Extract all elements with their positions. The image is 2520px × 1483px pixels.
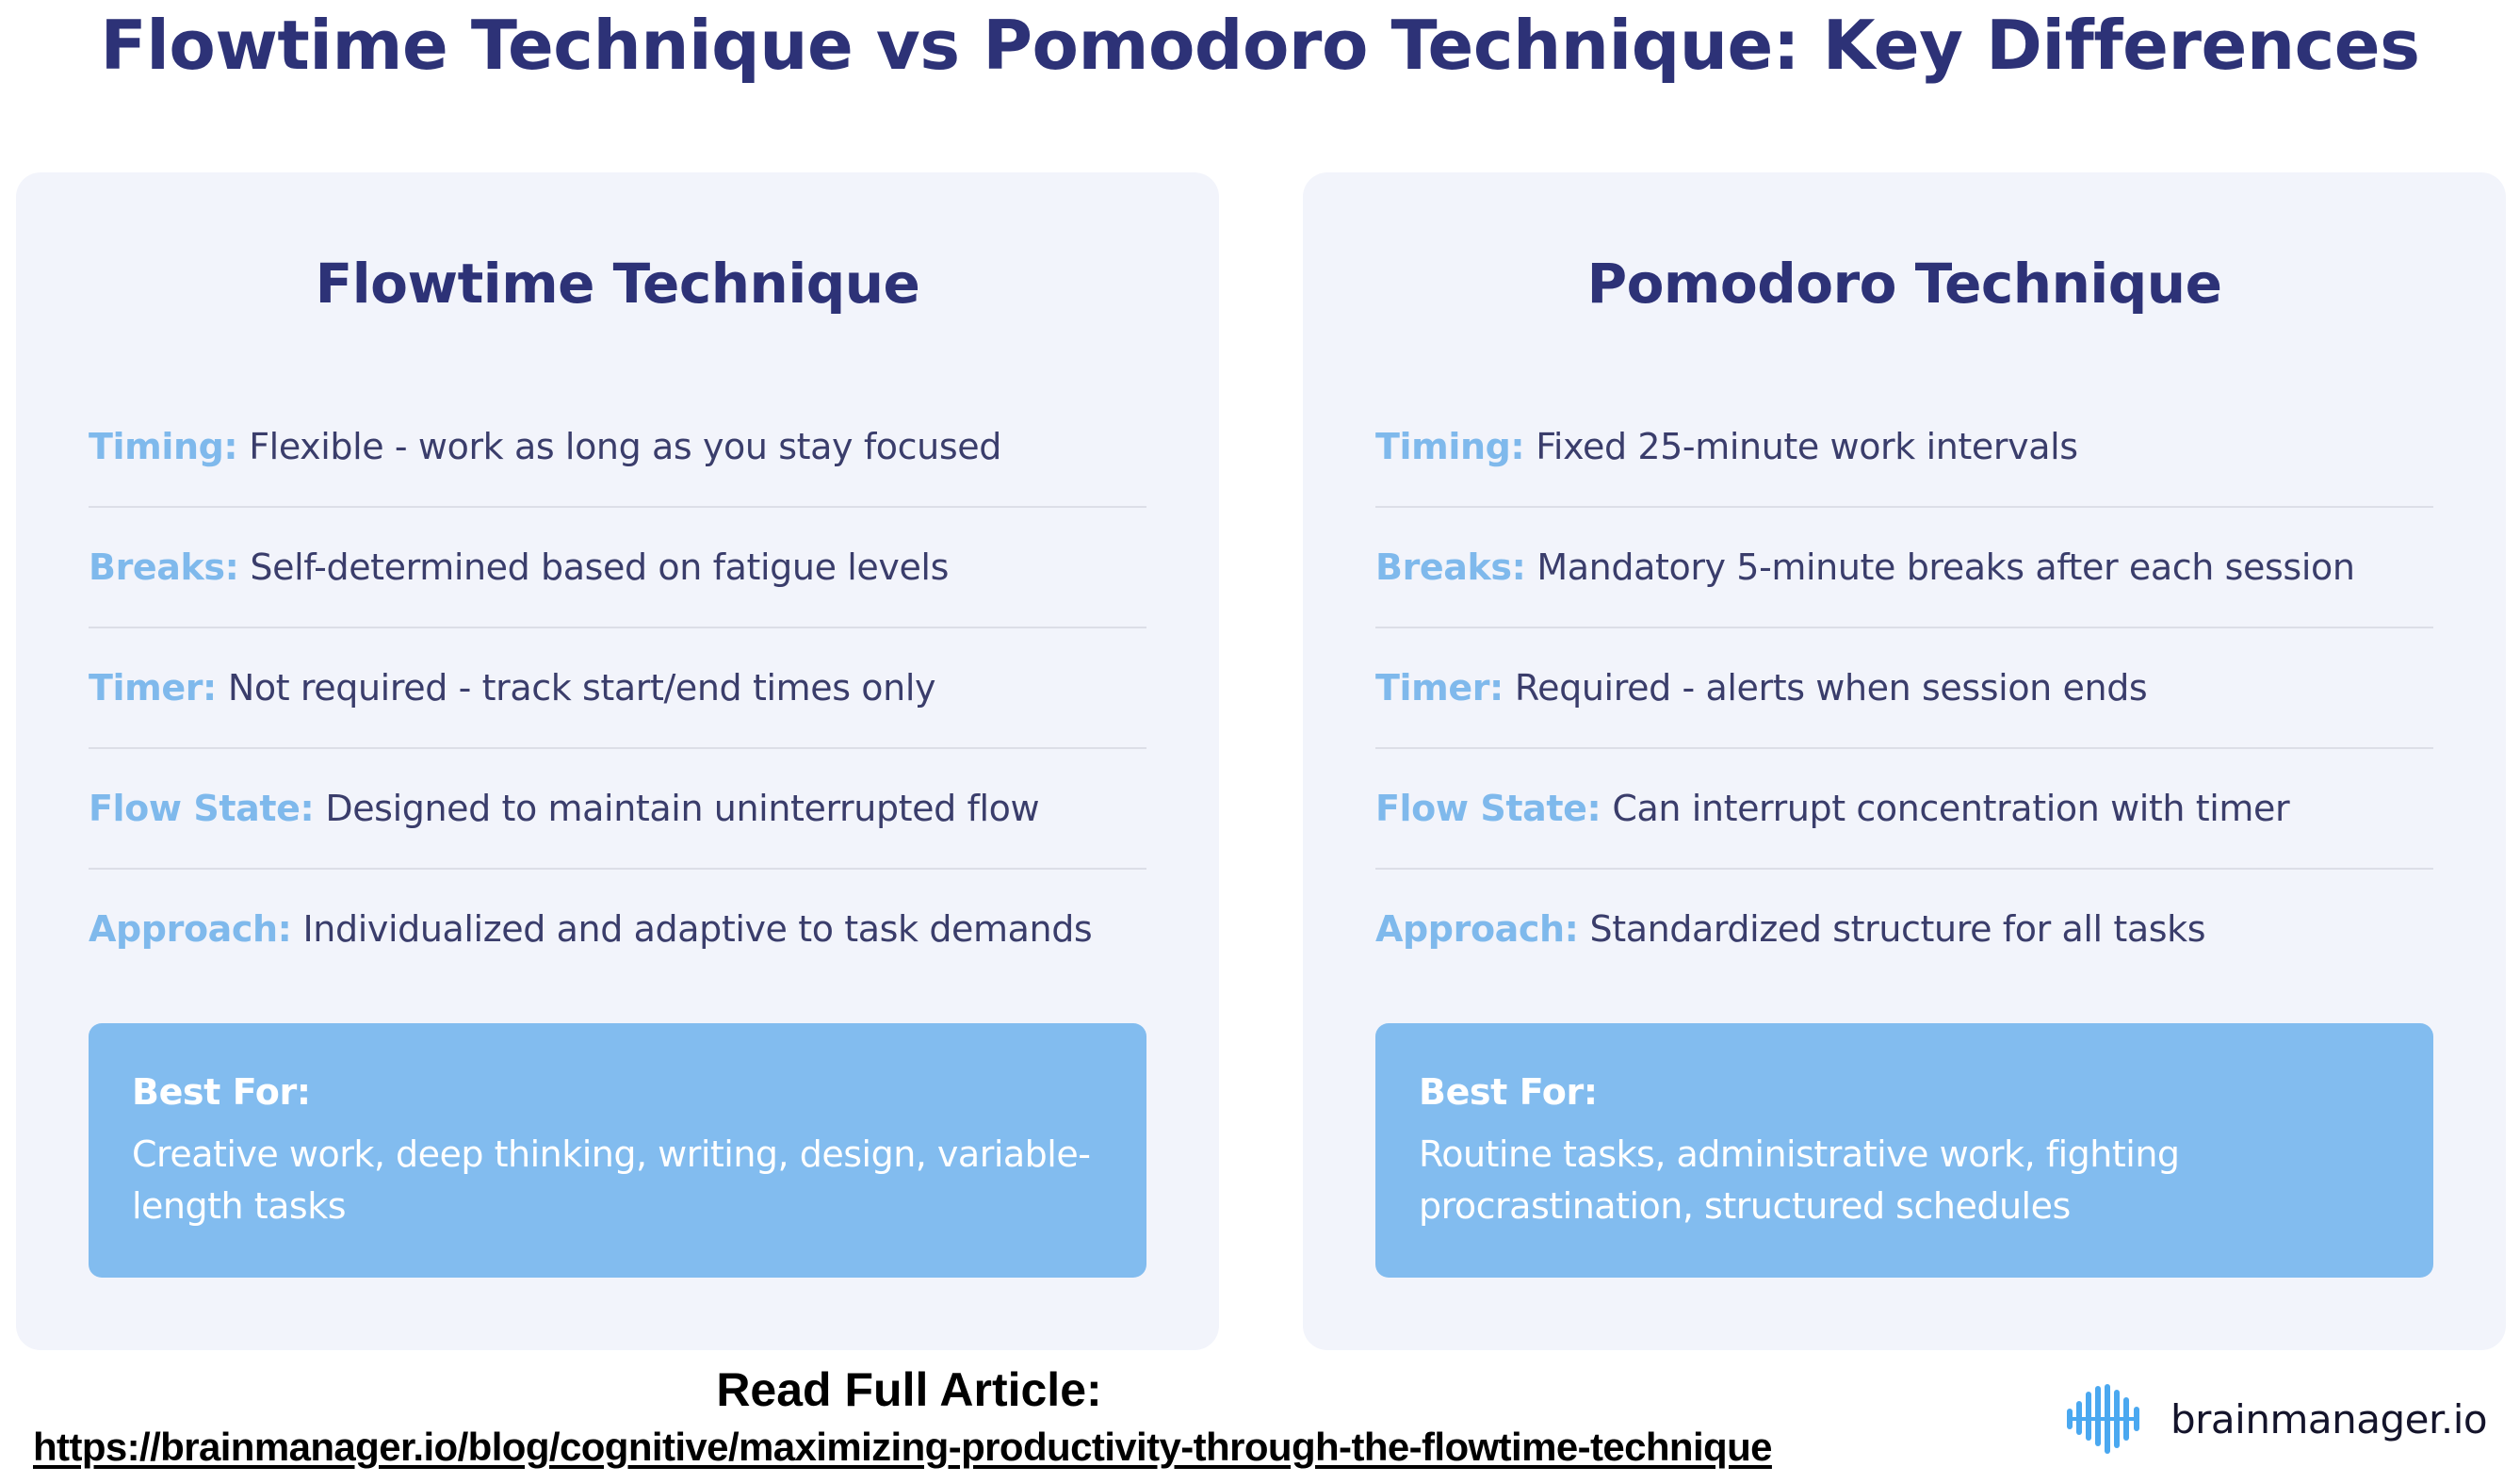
brainmanager-logo[interactable] <box>2065 1381 2487 1457</box>
comparison-list <box>89 387 1146 988</box>
row-value: Not required - track start/end times only <box>227 667 936 709</box>
row-value: Individualized and adaptive to task demands <box>302 908 1093 950</box>
row-label: Approach: <box>89 908 292 950</box>
sound-wave-brain-icon <box>2065 1383 2144 1455</box>
row-label: Timer: <box>89 667 217 709</box>
read-full-article-label: Read Full Article: <box>716 1363 1102 1416</box>
comparison-row-timer <box>1375 628 2433 749</box>
row-value: Standardized structure for all tasks <box>1589 908 2206 950</box>
row-label: Breaks: <box>1375 546 1526 588</box>
row-label: Timing: <box>1375 426 1525 467</box>
comparison-list <box>1375 387 2433 988</box>
best-for-text: Routine tasks, administrative work, fighting procrastination, structured schedules <box>1419 1133 2180 1227</box>
row-label: Flow State: <box>89 788 315 829</box>
row-value: Designed to maintain uninterrupted flow <box>325 788 1040 829</box>
row-value: Mandatory 5-minute breaks after each session <box>1536 546 2355 588</box>
row-value: Fixed 25-minute work intervals <box>1536 426 2078 467</box>
card-heading: Flowtime Technique <box>315 252 920 316</box>
row-value: Self-determined based on fatigue levels <box>250 546 949 588</box>
card-heading: Pomodoro Technique <box>1586 252 2222 316</box>
page-title: Flowtime Technique vs Pomodoro Technique: Key Differences <box>100 6 2420 85</box>
best-for-title: Best For: <box>132 1071 311 1113</box>
row-label: Flow State: <box>1375 788 1601 829</box>
row-label: Timer: <box>1375 667 1504 709</box>
comparison-row-flow-state <box>89 749 1146 870</box>
comparison-row-timer <box>89 628 1146 749</box>
row-value: Can interrupt concentration with timer <box>1612 788 2290 829</box>
comparison-row-approach <box>1375 870 2433 988</box>
best-for-title: Best For: <box>1419 1071 1598 1113</box>
comparison-row-timing <box>89 387 1146 508</box>
comparison-row-approach <box>89 870 1146 988</box>
comparison-row-timing <box>1375 387 2433 508</box>
logo-text: brainmanager.io <box>2170 1395 2488 1442</box>
best-for-box <box>1375 1023 2433 1278</box>
article-link[interactable]: https://brainmanager.io/blog/cognitive/maximizing-productivity-through-the-flowtime-technique <box>33 1425 1772 1469</box>
best-for-text: Creative work, deep thinking, writing, design, variable-length tasks <box>132 1133 1091 1227</box>
best-for-box <box>89 1023 1146 1278</box>
pomodoro-card <box>1303 172 2506 1350</box>
comparison-row-breaks <box>1375 508 2433 628</box>
row-label: Approach: <box>1375 908 1579 950</box>
row-label: Timing: <box>89 426 238 467</box>
row-label: Breaks: <box>89 546 239 588</box>
row-value: Flexible - work as long as you stay focused <box>249 426 1001 467</box>
comparison-row-flow-state <box>1375 749 2433 870</box>
comparison-row-breaks <box>89 508 1146 628</box>
flowtime-card <box>16 172 1219 1350</box>
row-value: Required - alerts when session ends <box>1514 667 2148 709</box>
